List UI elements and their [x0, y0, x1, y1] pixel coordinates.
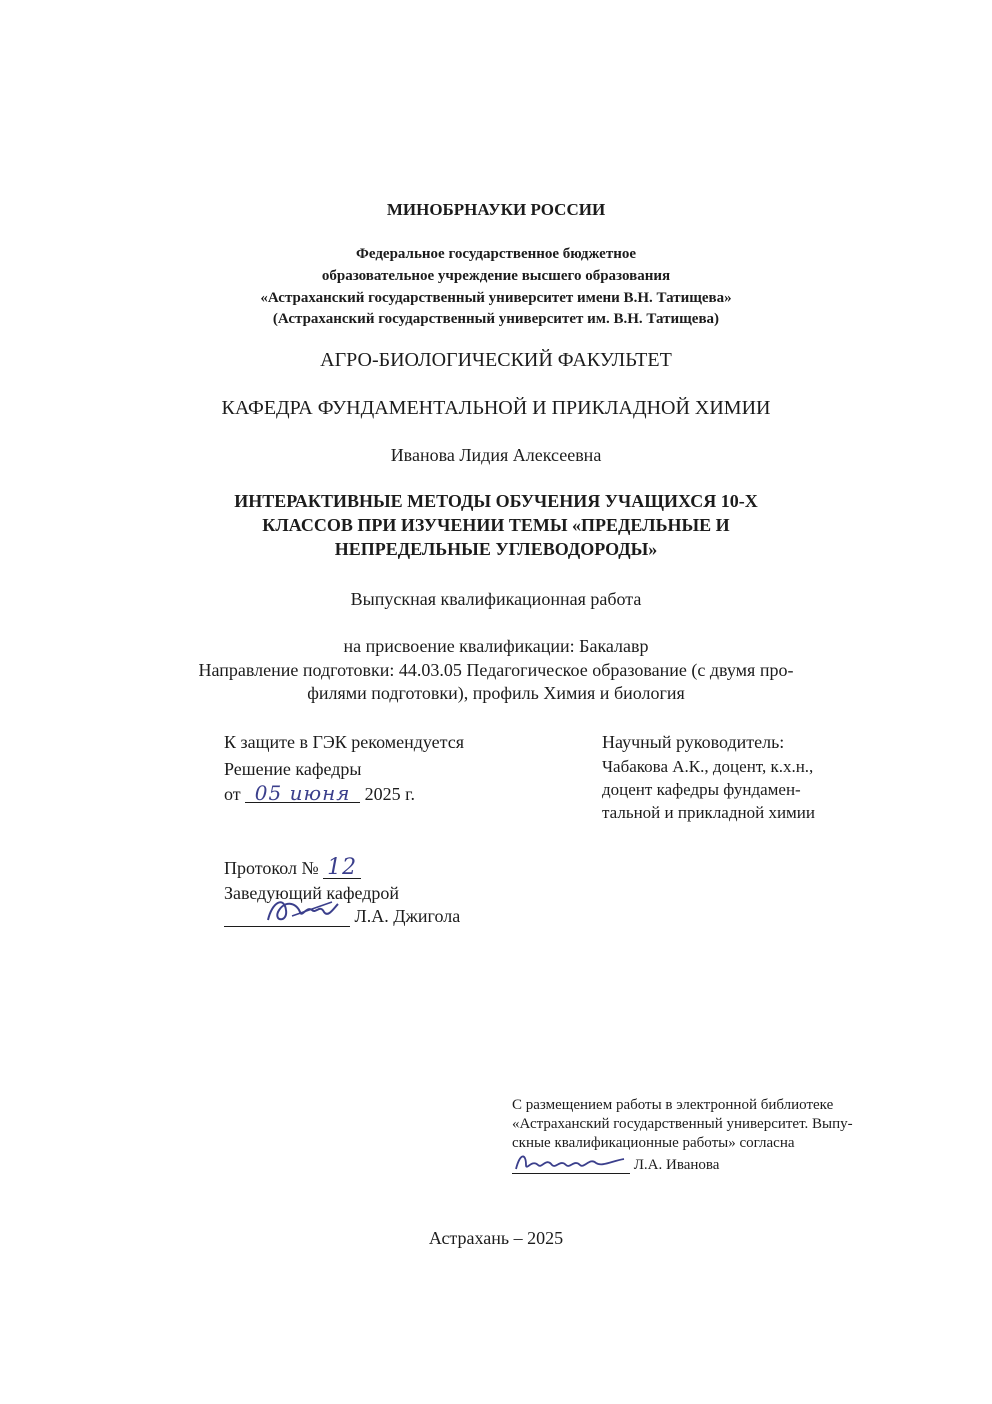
supervisor-line-2: Чабакова А.К., доцент, к.х.н.,: [602, 757, 814, 776]
consent-line-2: «Астраханский государственный университет. Выпу-: [512, 1116, 853, 1132]
decision-date: [224, 781, 415, 805]
head-of-department-label: Заведующий кафедрой: [224, 883, 400, 903]
defense-recommendation: К защите в ГЭК рекомендуется: [224, 732, 465, 752]
consent-line-1: С размещением работы в электронной библиотеке: [512, 1097, 834, 1113]
protocol-label: Протокол №: [224, 858, 319, 878]
supervisor-label: Научный руководитель:: [602, 732, 785, 752]
thesis-title-line-1: ИНТЕРАКТИВНЫЕ МЕТОДЫ ОБУЧЕНИЯ УЧАЩИХСЯ 10-Х: [234, 491, 758, 511]
handwritten-protocol-number: 12: [323, 858, 361, 879]
org-line-2: образовательное учреждение высшего образования: [321, 268, 671, 284]
date-year: 2025 г.: [364, 784, 415, 804]
department-decision: Решение кафедры: [224, 759, 362, 779]
author-name: Иванова Лидия Алексеевна: [390, 445, 602, 465]
signature-scribble-icon: [262, 892, 372, 926]
department-name: КАФЕДРА ФУНДАМЕНТАЛЬНОЙ И ПРИКЛАДНОЙ ХИМИИ: [221, 397, 771, 419]
thesis-title-line-2: КЛАССОВ ПРИ ИЗУЧЕНИИ ТЕМЫ «ПРЕДЕЛЬНЫЕ И: [262, 515, 730, 535]
qualification: на присвоение квалификации: Бакалавр: [343, 636, 649, 656]
city-year: Астрахань – 2025: [428, 1228, 564, 1248]
ministry-name: МИНОБРНАУКИ РОССИИ: [386, 200, 606, 219]
signature-scribble-icon: [512, 1149, 630, 1175]
org-line-3: «Астраханский государственный университет имени В.Н. Татищева»: [260, 290, 732, 306]
consent-signature-line: [512, 1155, 719, 1174]
author-signature-name: Л.А. Иванова: [633, 1157, 720, 1173]
direction-line-2: филями подготовки), профиль Химия и биология: [307, 683, 685, 703]
consent-line-3: скные квалификационные работы» согласна: [512, 1135, 795, 1151]
work-type: Выпускная квалификационная работа: [350, 589, 642, 609]
protocol: [224, 855, 361, 880]
author-signature: [512, 1155, 630, 1174]
thesis-title-line-3: НЕПРЕДЕЛЬНЫЕ УГЛЕВОДОРОДЫ»: [334, 539, 658, 559]
supervisor-line-3: доцент кафедры фундамен-: [602, 780, 801, 799]
supervisor-line-4: тальной и прикладной химии: [602, 803, 815, 822]
org-line-1: Федеральное государственное бюджетное: [355, 246, 637, 262]
head-signature: [224, 906, 350, 927]
handwritten-date: 05 июня: [245, 784, 360, 803]
org-line-4: (Астраханский государственный университет им. В.Н. Татищева): [272, 311, 720, 327]
faculty-name: АГРО-БИОЛОГИЧЕСКИЙ ФАКУЛЬТЕТ: [320, 349, 672, 371]
date-prefix: от: [224, 784, 241, 804]
head-signature-line: [224, 906, 460, 927]
head-name: Л.А. Джигола: [354, 906, 461, 926]
direction-line-1: Направление подготовки: 44.03.05 Педагогическое образование (с двумя про-: [198, 660, 794, 680]
